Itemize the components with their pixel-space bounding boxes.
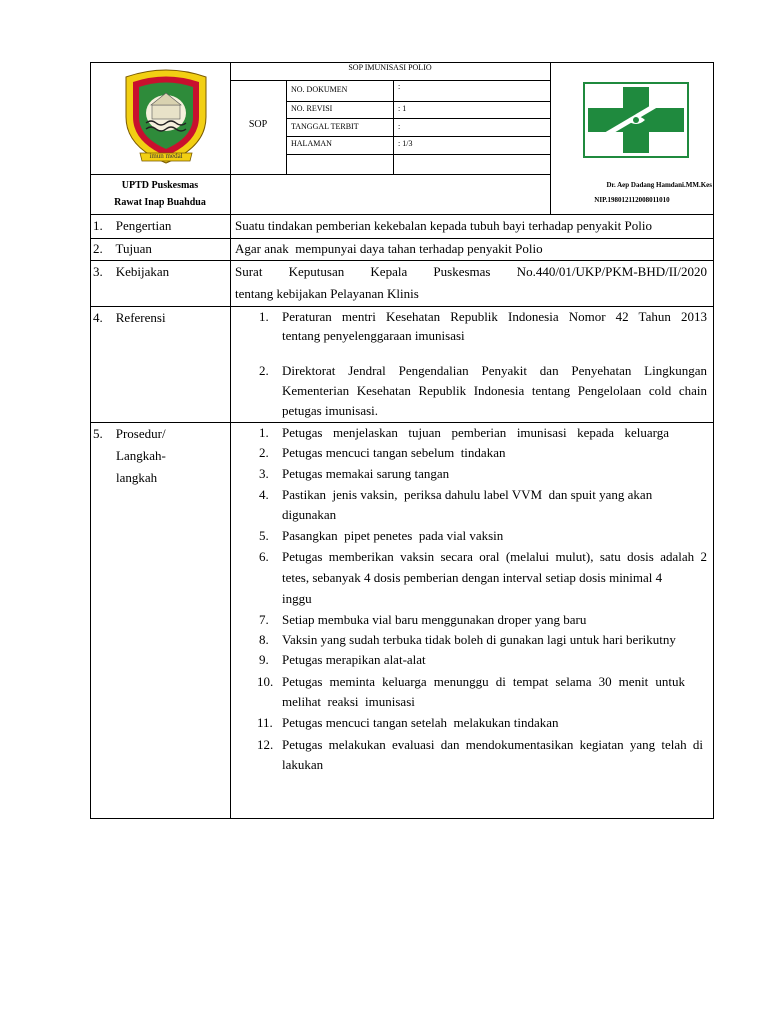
step-line: Petugas mencuci tangan setelah melakukan tindakan [282, 715, 559, 730]
step-num: 12. [257, 737, 274, 752]
meta-line-2 [286, 118, 550, 119]
step-line: Petugas mencuci tangan sebelum tindakan [282, 445, 506, 460]
label-pengertian: 1. Pengertian [93, 218, 172, 233]
step-line: Petugas melakukan evaluasi dan mendokumentasikan kegiatan yang telah di [282, 737, 703, 752]
label-referensi: 4. Referensi [93, 310, 166, 325]
referensi-item-line: Kementerian Kesehatan Republik Indonesia tentang Pengelolaan cold chain [282, 383, 707, 398]
row-line-3 [90, 260, 714, 261]
puskesmas-logo [583, 82, 689, 158]
step-num: 7. [259, 612, 269, 627]
step-line: melihat reaksi imunisasi [282, 694, 415, 709]
step-num: 5. [259, 528, 269, 543]
meta-label-no-revisi: NO. REVISI [291, 104, 333, 113]
col-divider-meta-left [286, 80, 287, 174]
header-logo-line [90, 174, 550, 175]
row-line-2 [90, 238, 714, 239]
text-kebijakan-line2: tentang kebijakan Pelayanan Klinis [235, 286, 419, 301]
text-pengertian: Suatu tindakan pemberian kekebalan kepada tubuh bayi terhadap penyakit Polio [235, 218, 652, 233]
referensi-item-line: Direktorat Jendral Pengendalian Penyakit dan Penyehatan Lingkungan [282, 363, 707, 378]
referensi-num: 2. [259, 363, 269, 378]
row-line-5 [90, 422, 714, 423]
label-tujuan: 2. Tujuan [93, 241, 152, 256]
meta-line-3 [286, 136, 550, 137]
step-num: 9. [259, 652, 269, 667]
step-line: Pasangkan pipet penetes pada vial vaksin [282, 528, 504, 543]
referensi-item-line: petugas imunisasi. [282, 403, 379, 418]
table-border-left [90, 62, 91, 819]
step-line: digunakan [282, 507, 337, 522]
label-prosedur-line3: langkah [116, 470, 158, 485]
step-line: Petugas merapikan alat-alat [282, 652, 426, 667]
col-divider-main [230, 62, 231, 819]
step-line: Petugas meminta keluarga menunggu di tempat selama 30 menit untuk [282, 674, 685, 689]
signer-name: Dr. Aep Dadang Hamdani.MM.Kes [606, 181, 712, 189]
step-num: 2. [259, 445, 269, 460]
step-num: 10. [257, 674, 274, 689]
meta-label-halaman: HALAMAN [291, 139, 332, 148]
step-line: lakukan [282, 757, 324, 772]
sop-title: SOP IMUNISASI POLIO [348, 63, 432, 72]
referensi-item-line: Peraturan mentri Kesehatan Republik Indonesia Nomor 42 Tahun 2013 [282, 309, 707, 324]
step-line: Petugas memakai sarung tangan [282, 466, 450, 481]
referensi-num: 1. [259, 309, 269, 324]
step-num: 11. [257, 715, 273, 730]
step-line: Petugas menjelaskan tujuan pemberian imunisasi kepada keluarga [282, 425, 669, 440]
step-line: Setiap membuka vial baru menggunakan droper yang baru [282, 612, 587, 627]
sop-label: SOP [248, 119, 268, 130]
label-prosedur-line2: Langkah- [116, 448, 166, 463]
signer-nip: NIP.198012112008011010 [594, 196, 670, 204]
org-name-line1: UPTD Puskesmas [121, 180, 199, 191]
meta-value-tanggal-terbit: : [398, 122, 401, 131]
row-line-4 [90, 306, 714, 307]
meta-value-no-revisi: : 1 [398, 104, 407, 113]
header-title-line [230, 80, 550, 81]
meta-label-tanggal-terbit: TANGGAL TERBIT [291, 122, 359, 131]
table-border-bottom [90, 818, 714, 819]
step-num: 6. [259, 549, 269, 564]
text-tujuan: Agar anak mempunyai daya tahan terhadap penyakit Polio [235, 241, 543, 256]
logo-ribbon-text: imun medal [149, 152, 183, 160]
meta-label-no-dokumen: NO. DOKUMEN [291, 85, 348, 94]
row-line-1 [90, 214, 714, 215]
step-num: 1. [259, 425, 269, 440]
meta-value-halaman: : 1/3 [398, 139, 413, 148]
meta-line-1 [286, 101, 550, 102]
col-divider-meta-right [393, 80, 394, 174]
meta-value-no-dokumen: : [398, 82, 401, 91]
step-line: inggu [282, 591, 312, 606]
step-num: 4. [259, 487, 269, 502]
regional-logo [118, 65, 214, 173]
step-line: Pastikan jenis vaksin, periksa dahulu label VVM dan spuit yang akan [282, 487, 653, 502]
referensi-item-line: tentang penyelenggaraan imunisasi [282, 328, 465, 343]
label-prosedur: 5. Prosedur/ [93, 426, 166, 441]
step-num: 8. [259, 632, 269, 647]
step-num: 3. [259, 466, 269, 481]
meta-line-4 [286, 154, 550, 155]
step-line: Vaksin yang sudah terbuka tidak boleh di gunakan lagi untuk hari berikutny [282, 632, 676, 647]
org-name-line2: Rawat Inap Buahdua [114, 197, 206, 208]
text-kebijakan-line1: Surat Keputusan Kepala Puskesmas No.440/01/UKP/PKM-BHD/II/2020 [235, 264, 707, 279]
col-divider-header-right [550, 62, 551, 214]
step-line: tetes, sebanyak 4 dosis pemberian dengan interval setiap dosis minimal 4 [282, 570, 663, 585]
table-border-right [713, 62, 714, 819]
label-kebijakan: 3. Kebijakan [93, 264, 170, 279]
step-line: Petugas memberikan vaksin secara oral (melalui mulut), satu dosis adalah 2 [282, 549, 707, 564]
